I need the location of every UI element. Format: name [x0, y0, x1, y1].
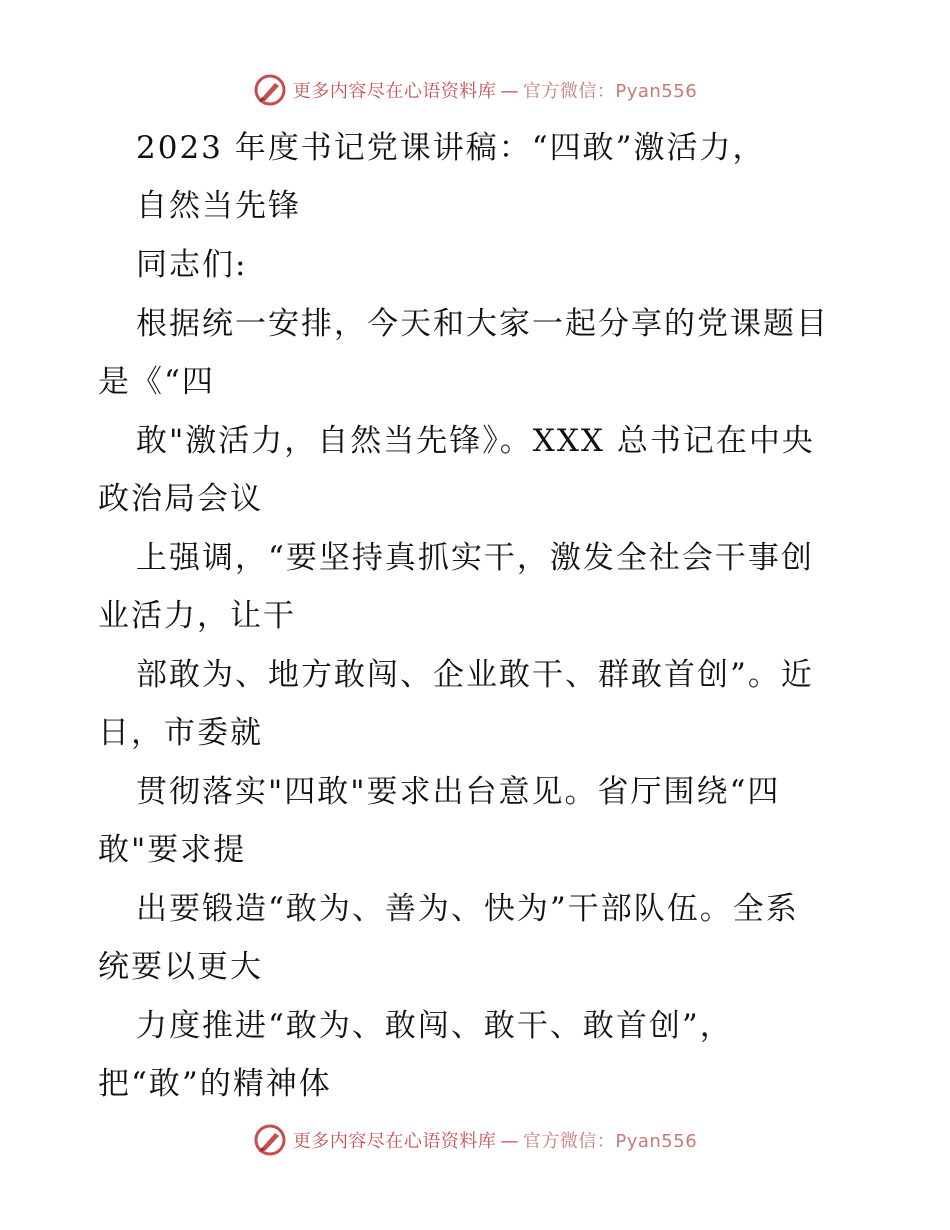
watermark-dash: — [500, 81, 519, 102]
paragraph-line: 力度推进“敢为、敢闯、敢干、敢首创”， [136, 1008, 733, 1044]
paragraph-line: 业活力，让干 [98, 598, 296, 634]
paragraph-line: 出要锻造“敢为、善为、快为”干部队伍。全系 [136, 891, 799, 927]
paragraph-line: 把“敢”的精神体 [98, 1066, 332, 1102]
pen-logo-icon [253, 73, 287, 107]
header-watermark [0, 70, 950, 110]
watermark-dash: — [500, 1131, 519, 1152]
paragraph-line: 是《“四 [98, 364, 215, 400]
paragraph-line: 政治局会议 [98, 481, 263, 517]
watermark-text-group [293, 1127, 697, 1153]
watermark-wechat-text: 官方微信：Pyan556 [522, 1131, 698, 1152]
watermark-text-group [293, 77, 697, 103]
pen-logo-icon [253, 1123, 287, 1157]
paragraph-line: 统要以更大 [98, 949, 263, 985]
paragraph-line: 贯彻落实"四敢"要求出台意见。省厅围绕“四 [136, 774, 781, 810]
paragraph-line: 上强调，“要坚持真抓实干，激发全社会干事创 [136, 540, 814, 576]
paragraph-line: 敢"激活力，自然当先锋》。XXX 总书记在中央 [136, 423, 815, 459]
paragraph-line: 根据统一安排，今天和大家一起分享的党课题目 [136, 306, 829, 342]
watermark-site-text: 更多内容尽在心语资料库 [292, 81, 497, 102]
paragraph-line: 日，市委就 [98, 715, 263, 751]
document-title-line-1: 2023 年度书记党课讲稿：“四敢”激活力， [136, 130, 766, 166]
watermark-site-text: 更多内容尽在心语资料库 [292, 1131, 497, 1152]
document-title-line-2: 自然当先锋 [136, 188, 301, 224]
paragraph-line: 敢"要求提 [98, 832, 247, 868]
paragraph-line: 部敢为、地方敢闯、企业敢干、群敢首创”。近 [136, 657, 814, 693]
footer-watermark [0, 1120, 950, 1160]
salutation: 同志们: [136, 247, 248, 283]
watermark-wechat-text: 官方微信：Pyan556 [522, 81, 698, 102]
